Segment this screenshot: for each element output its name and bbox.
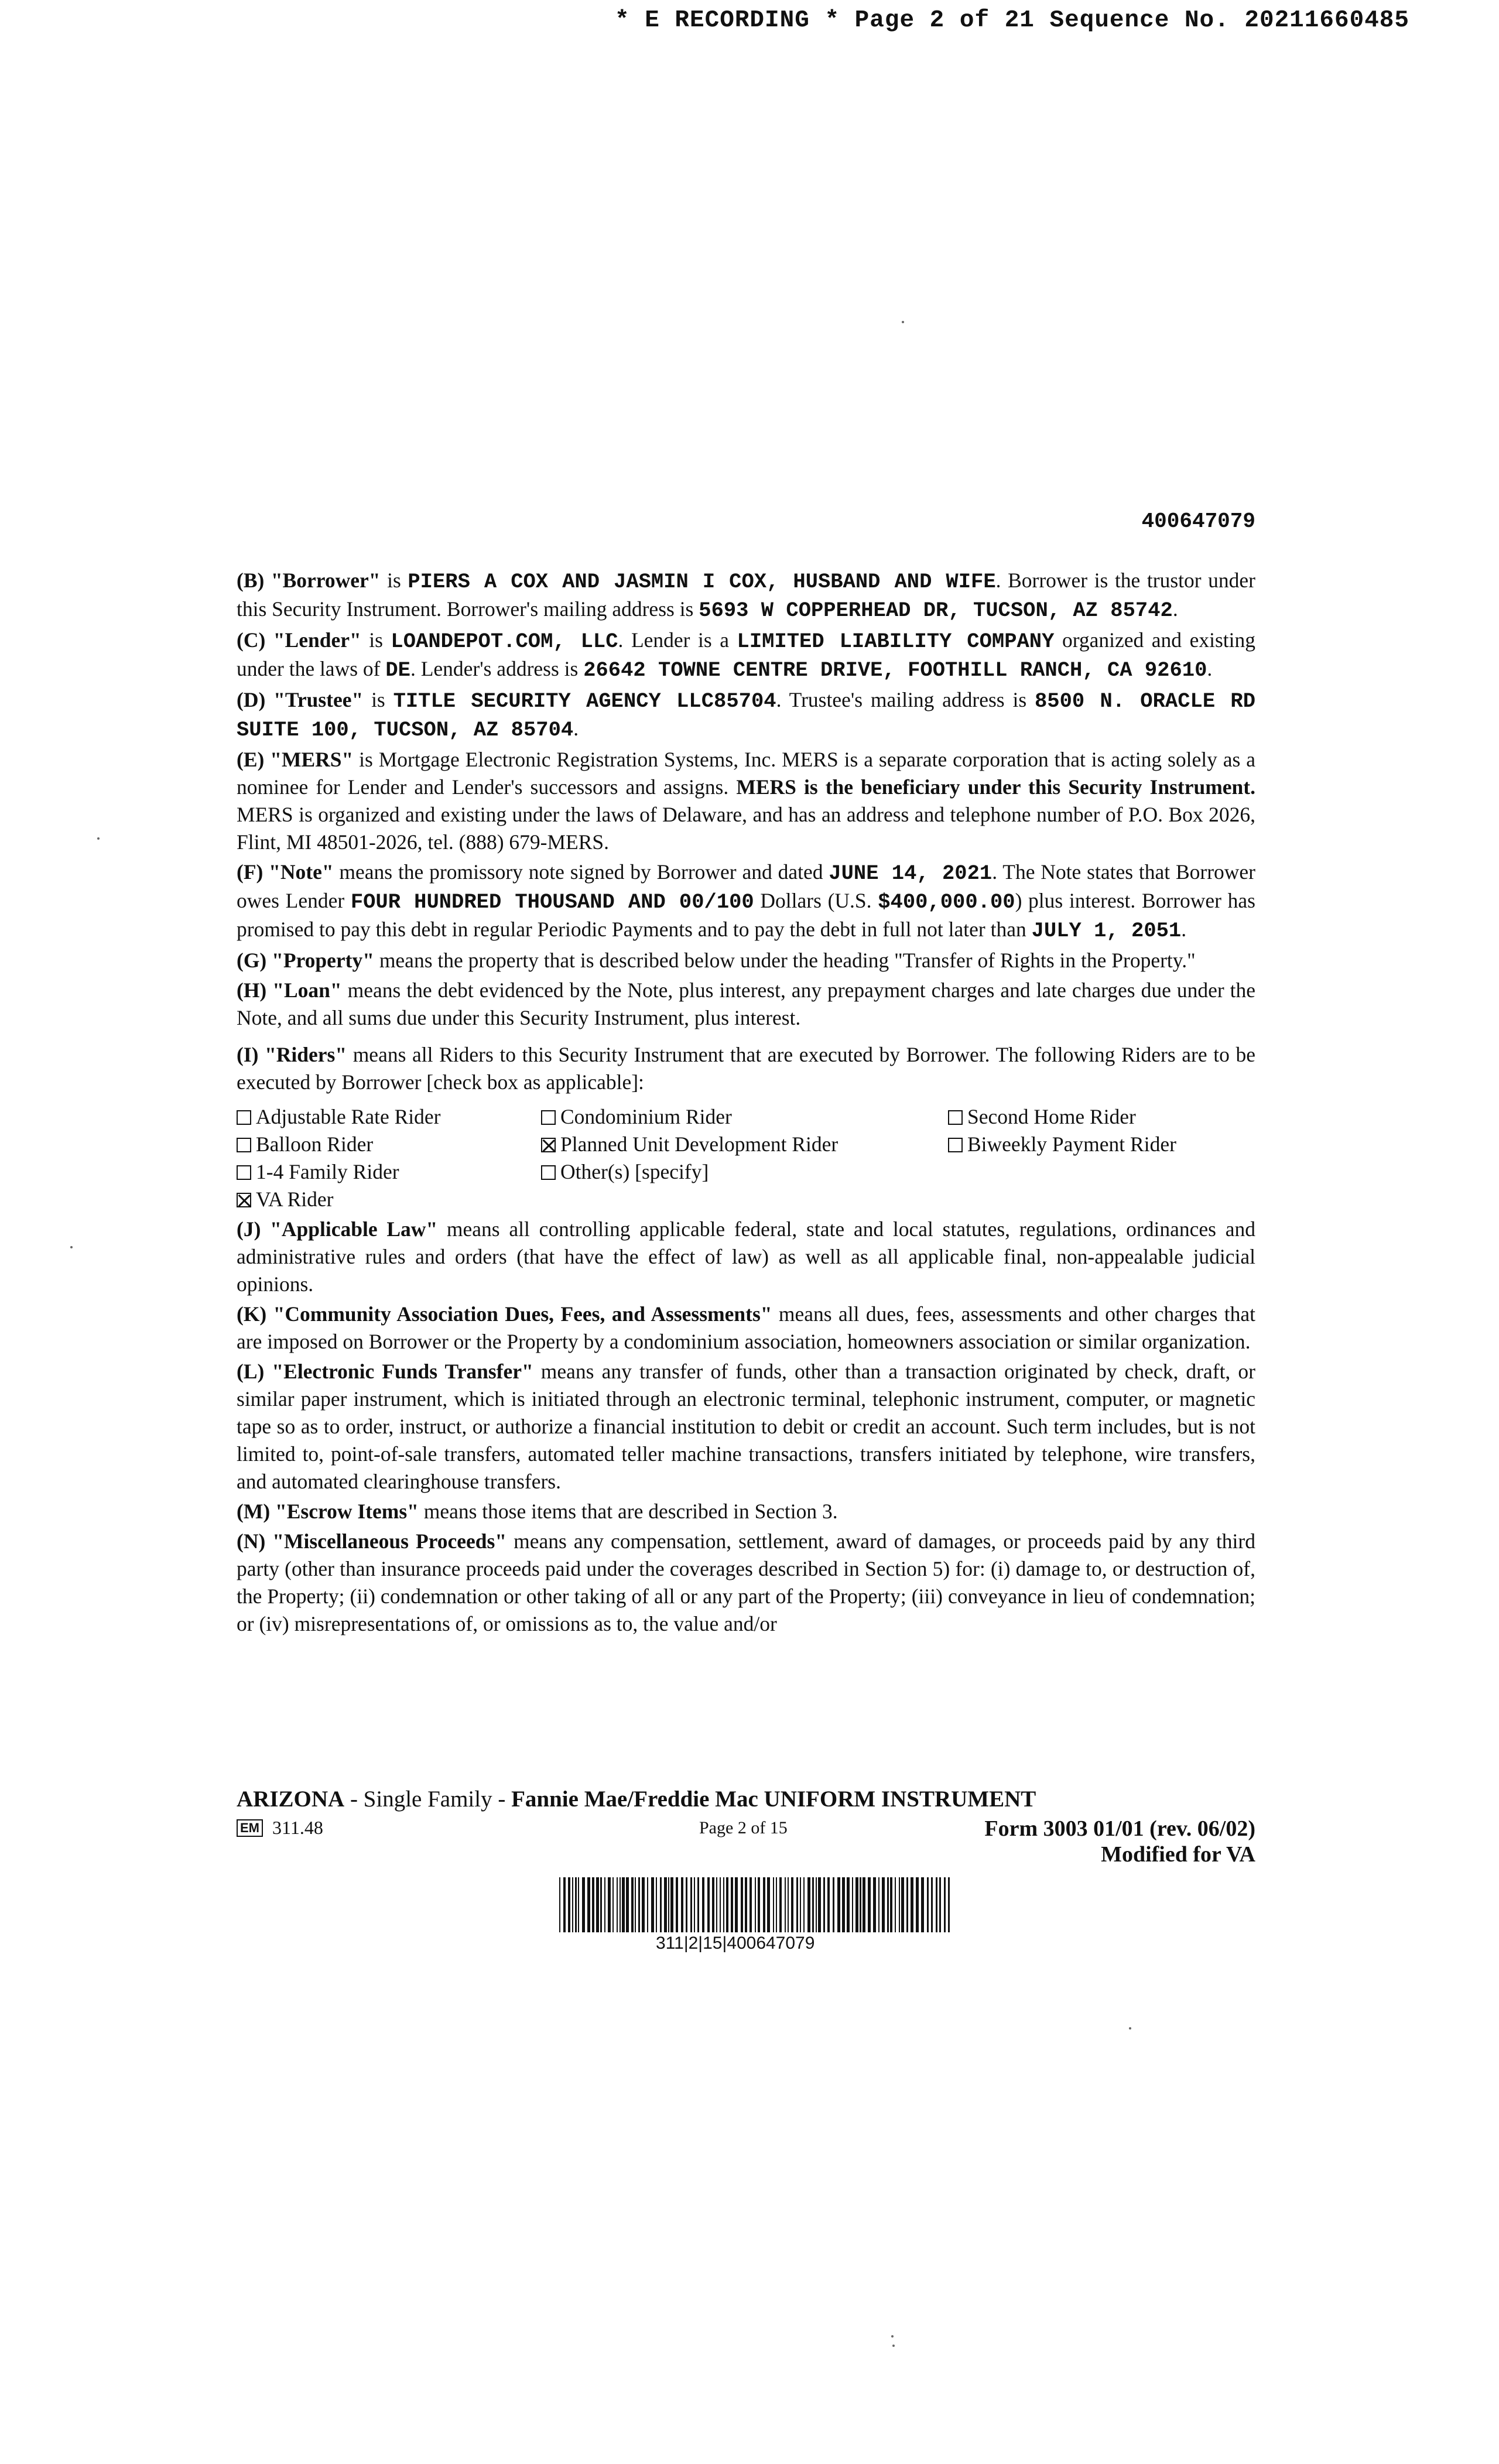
- scan-speck: [70, 1246, 73, 1248]
- definition-applicable-law: (J) "Applicable Law" means all controlling applicable federal, state and local statutes, regulations, ordinances and administrative rules and orders (that have the effect of law) as well as all applicable final, non-appealable judicial opinions.: [237, 1217, 1255, 1296]
- definition-trustee: (D) "Trustee" is TITLE SECURITY AGENCY LLC85704. Trustee's mailing address is 8500 N. ORACLE RD SUITE 100, TUCSON, AZ 85704.: [237, 688, 1255, 742]
- definition-lender: (C) "Lender" is LOANDEPOT.COM, LLC. Lender is a LIMITED LIABILITY COMPANY organized and existing under the laws of DE. Lender's address is 26642 TOWNE CENTRE DRIVE, FOOTHILL RANCH, CA 92610.: [237, 628, 1255, 682]
- lender-entity-type: LIMITED LIABILITY COMPANY: [737, 629, 1055, 653]
- definition-note: (F) "Note" means the promissory note signed by Borrower and dated JUNE 14, 2021. The Note states that Borrower owes Lender FOUR HUNDRED THOUSAND AND 00/100 Dollars (U.S. $400,000.00) plus interest. Borrower has promised to pay this debt in regular Periodic Payments and to pay the debt in full not later than JULY 1, 2051.: [237, 860, 1255, 943]
- barcode-text: 311|2|15|400647079: [656, 1933, 815, 1953]
- borrower-name: PIERS A COX AND JASMIN I COX, HUSBAND AND WIFE: [408, 570, 996, 594]
- lender-address: 26642 TOWNE CENTRE DRIVE, FOOTHILL RANCH, CA 92610: [583, 658, 1207, 682]
- definition-label: (D) "Trustee": [237, 688, 364, 711]
- checkbox-icon[interactable]: [541, 1110, 556, 1125]
- checkbox-checked-icon[interactable]: [541, 1138, 556, 1152]
- scan-speck: [891, 2335, 894, 2338]
- footer-state: ARIZONA: [237, 1787, 345, 1812]
- checkbox-icon[interactable]: [237, 1138, 251, 1152]
- definition-label: (L) "Electronic Funds Transfer": [237, 1360, 533, 1383]
- definition-label: (B) "Borrower": [237, 569, 381, 592]
- rider-1-4-family[interactable]: 1-4 Family Rider: [237, 1158, 541, 1186]
- footer-form-row: [237, 1816, 1255, 1842]
- maturity-date: JULY 1, 2051: [1031, 919, 1182, 943]
- definition-label: (J) "Applicable Law": [237, 1217, 438, 1241]
- rider-biweekly-payment[interactable]: Biweekly Payment Rider: [948, 1131, 1255, 1158]
- definition-electronic-funds-transfer: (L) "Electronic Funds Transfer" means any transfer of funds, other than a transaction originated by check, draft, or similar paper instrument, which is initiated through an electronic terminal, telephonic instrument, computer, or magnetic tape so as to order, instruct, or authorize a financial institution to debit or credit an account. Such term includes, but is not limited to, point-of-sale transfers, automated teller machine transactions, transfers initiated by telephone, wire transfers, and automated clearinghouse transfers.: [237, 1360, 1255, 1493]
- definitions-body: [237, 567, 1255, 1640]
- form-code: EM 311.48: [237, 1817, 323, 1839]
- scan-speck: [892, 2345, 895, 2347]
- definition-label: (N) "Miscellaneous Proceeds": [237, 1529, 507, 1553]
- note-amount-words: FOUR HUNDRED THOUSAND AND 00/100: [350, 890, 754, 914]
- definition-loan: (H) "Loan" means the debt evidenced by the Note, plus interest, any prepayment charges and late charges due under the Note, and all sums due under this Security Instrument, plus interest.: [237, 978, 1255, 1029]
- lender-name: LOANDEPOT.COM, LLC: [391, 629, 618, 653]
- trustee-name: TITLE SECURITY AGENCY LLC85704: [393, 689, 776, 713]
- ellie-mae-logo-icon: EM: [237, 1819, 263, 1837]
- rider-va[interactable]: VA Rider: [237, 1186, 541, 1213]
- checkbox-icon[interactable]: [237, 1110, 251, 1125]
- recording-stamp: * E RECORDING * Page 2 of 21 Sequence No. 20211660485: [615, 7, 1410, 34]
- definition-label: (F) "Note": [237, 860, 334, 884]
- checkbox-icon[interactable]: [541, 1165, 556, 1180]
- rider-planned-unit-development[interactable]: Planned Unit Development Rider: [541, 1131, 948, 1158]
- page-number: Page 2 of 15: [699, 1818, 788, 1837]
- footer-modified-row: [237, 1842, 1255, 1867]
- definition-property: (G) "Property" means the property that is described below under the heading "Transfer of Rights in the Property.": [237, 949, 1196, 972]
- definition-label: (G) "Property": [237, 949, 374, 972]
- note-amount: $400,000.00: [878, 890, 1015, 914]
- footer-instrument-line: ARIZONA - Single Family - Fannie Mae/Freddie Mac UNIFORM INSTRUMENT: [237, 1787, 1036, 1812]
- lender-state: DE: [385, 658, 410, 682]
- modified-for-va: Modified for VA: [1101, 1842, 1255, 1867]
- mers-beneficiary-statement: MERS is the beneficiary under this Security Instrument.: [736, 775, 1255, 799]
- scan-speck: [1129, 2027, 1131, 2030]
- barcode-icon: [559, 1877, 952, 1932]
- checkbox-icon[interactable]: [948, 1110, 963, 1125]
- note-date: JUNE 14, 2021: [829, 861, 993, 885]
- scan-speck: [97, 837, 100, 840]
- rider-balloon[interactable]: Balloon Rider: [237, 1131, 541, 1158]
- definition-riders: (I) "Riders" means all Riders to this Security Instrument that are executed by Borrower. The following Riders are to be executed by Borrower [check box as applicable]:: [237, 1043, 1255, 1094]
- definition-label: (I) "Riders": [237, 1043, 347, 1066]
- definition-label: (E) "MERS": [237, 748, 354, 771]
- riders-checklist: [237, 1103, 1255, 1213]
- rider-other[interactable]: Other(s) [specify]: [541, 1158, 948, 1186]
- definition-label: (K) "Community Association Dues, Fees, and Assessments": [237, 1302, 772, 1326]
- definition-label: (H) "Loan": [237, 978, 342, 1002]
- rider-second-home[interactable]: Second Home Rider: [948, 1103, 1255, 1131]
- definition-escrow-items: (M) "Escrow Items" means those items that are described in Section 3.: [237, 1500, 838, 1523]
- rider-adjustable-rate[interactable]: Adjustable Rate Rider: [237, 1103, 541, 1131]
- checkbox-checked-icon[interactable]: [237, 1193, 251, 1207]
- borrower-address: 5693 W COPPERHEAD DR, TUCSON, AZ 85742: [699, 598, 1173, 622]
- rider-empty-slot: [948, 1158, 1255, 1186]
- page-footer: [237, 1786, 1255, 1867]
- checkbox-icon[interactable]: [237, 1165, 251, 1180]
- footer-instrument: Fannie Mae/Freddie Mac UNIFORM INSTRUMENT: [511, 1787, 1036, 1812]
- checkbox-icon[interactable]: [948, 1138, 963, 1152]
- definition-miscellaneous-proceeds: (N) "Miscellaneous Proceeds" means any compensation, settlement, award of damages, or proceeds paid by any third party (other than insurance proceeds paid under the coverages described in Section 5) for: (i) damage to, or destruction of, the Property; (ii) condemnation or other taking of all or any part of the Property; (iii) conveyance in lieu of condemnation; or (iv) misrepresentations of, or omissions as to, the value and/or: [237, 1529, 1255, 1635]
- trustee-address: 8500 N. ORACLE RD SUITE 100, TUCSON, AZ 85704: [237, 689, 1255, 742]
- definition-community-association: (K) "Community Association Dues, Fees, and Assessments" means all dues, fees, assessments and other charges that are imposed on Borrower or the Property by a condominium association, homeowners association or similar organization.: [237, 1302, 1255, 1353]
- definition-borrower: (B) "Borrower" is PIERS A COX AND JASMIN I COX, HUSBAND AND WIFE. Borrower is the trustor under this Security Instrument. Borrower's mailing address is 5693 W COPPERHEAD DR, TUCSON, AZ 85742.: [237, 569, 1255, 622]
- rider-condominium[interactable]: Condominium Rider: [541, 1103, 948, 1131]
- definition-label: (M) "Escrow Items": [237, 1500, 419, 1523]
- scan-speck: [902, 321, 904, 323]
- definition-mers: (E) "MERS" is Mortgage Electronic Registration Systems, Inc. MERS is a separate corporation that is acting solely as a nominee for Lender and Lender's successors and assigns. MERS is the beneficiary under this Security Instrument. MERS is organized and existing under the laws of Delaware, and has an address and telephone number of P.O. Box 2026, Flint, MI 48501-2026, tel. (888) 679-MERS.: [237, 748, 1255, 854]
- definition-label: (C) "Lender": [237, 628, 361, 652]
- loan-number: 400647079: [1141, 509, 1255, 533]
- form-number: Form 3003 01/01 (rev. 06/02): [984, 1816, 1255, 1841]
